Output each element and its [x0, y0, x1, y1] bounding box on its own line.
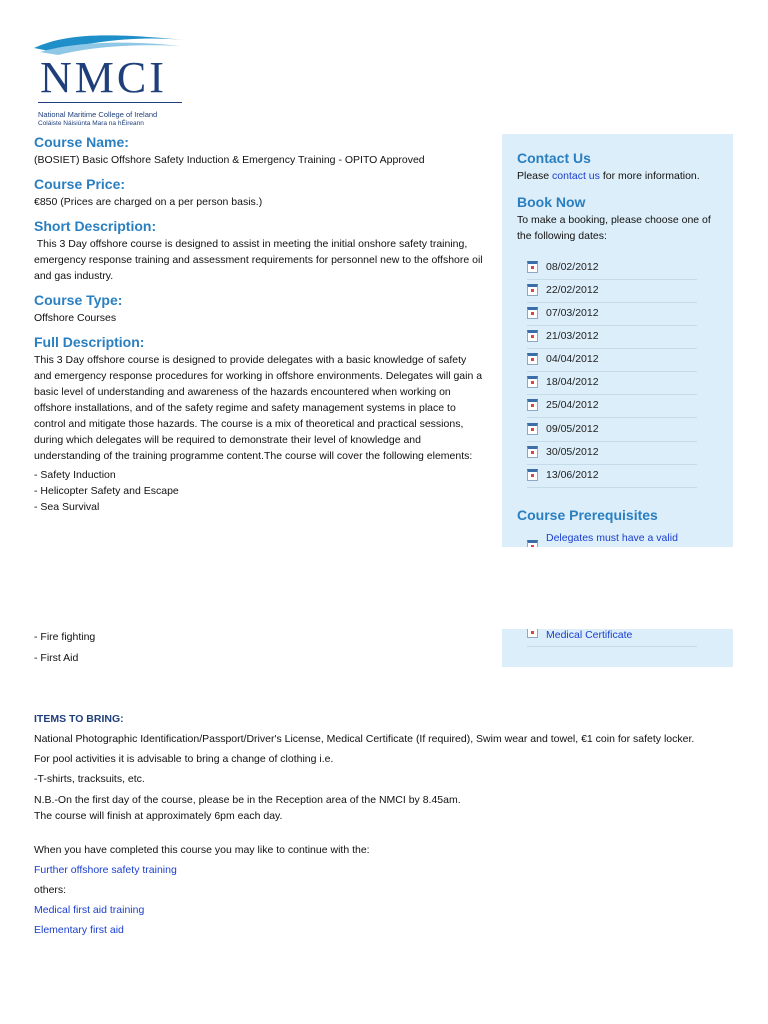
calendar-icon: [527, 307, 538, 319]
booking-date-label: 18/04/2012: [546, 376, 599, 388]
calendar-icon: [527, 540, 538, 547]
logo-wordmark: NMCI: [40, 53, 167, 102]
course-element: - Sea Survival: [34, 501, 100, 513]
book-now-heading: Book Now: [517, 194, 586, 210]
booking-date[interactable]: [527, 441, 697, 465]
prerequisites-heading: Course Prerequisites: [517, 507, 658, 523]
logo-subtitle-en: National Maritime College of Ireland: [38, 110, 158, 119]
booking-date-label: 30/05/2012: [546, 446, 599, 458]
booking-date-label: 13/06/2012: [546, 469, 599, 481]
short-description-heading: Short Description:: [34, 218, 157, 234]
sidebar-panel: [502, 134, 733, 547]
prerequisite-link[interactable]: Medical Certificate: [546, 629, 633, 641]
booking-date[interactable]: [527, 302, 697, 326]
course-details: [34, 132, 496, 515]
arrival-note: N.B.-On the first day of the course, please be in the Reception area of the NMCI by 8.45am.: [34, 794, 461, 806]
elementary-first-aid-link[interactable]: Elementary first aid: [34, 924, 124, 936]
pool-advice-text: For pool activities it is advisable to bring a change of clothing i.e.: [34, 753, 334, 765]
booking-date-label: 07/03/2012: [546, 307, 599, 319]
booking-date[interactable]: [527, 348, 697, 372]
course-element: - Fire fighting: [34, 631, 96, 643]
full-description-line: control and mitigate those hazards. The course is a mix of theoretical and practical sessions,: [34, 418, 464, 430]
nmci-logo: [34, 30, 186, 130]
items-to-bring-text: National Photographic Identification/Passport/Driver's License, Medical Certificate (If required), Swim wear and towel, €1 coin for safety locker.: [34, 733, 695, 745]
full-description-line: This 3 Day offshore course is designed to provide delegates with a basic knowledge of safety: [34, 354, 467, 366]
full-description-line: during which delegates will be required to demonstrate their level of knowledge and: [34, 434, 421, 446]
booking-date-label: 08/02/2012: [546, 261, 599, 273]
course-price-heading: Course Price:: [34, 176, 126, 192]
calendar-icon: [527, 446, 538, 458]
contact-text: [517, 168, 727, 184]
full-description-line: and emergency response procedures for working in offshore environments. Delegates will gain a: [34, 370, 483, 382]
booking-date[interactable]: [527, 325, 697, 349]
items-to-bring-title: ITEMS TO BRING:: [34, 713, 124, 725]
book-now-text: the following dates:: [517, 230, 607, 242]
calendar-icon: [527, 261, 538, 273]
booking-date[interactable]: [527, 394, 697, 418]
booking-date-label: 09/05/2012: [546, 423, 599, 435]
short-description-line: and gas industry.: [34, 270, 114, 282]
booking-date-label: 21/03/2012: [546, 330, 599, 342]
booking-date-label: 22/02/2012: [546, 284, 599, 296]
medical-first-aid-link[interactable]: Medical first aid training: [34, 904, 145, 916]
others-label: others:: [34, 884, 67, 896]
booking-date[interactable]: [527, 256, 697, 280]
full-description-heading: Full Description:: [34, 334, 145, 350]
sidebar-panel-continued: [502, 629, 733, 667]
contact-text-pre: Please: [517, 170, 553, 182]
booking-date[interactable]: [527, 418, 697, 442]
logo-subtitle-ga: Coláiste Náisiúnta Mara na hÉireann: [38, 120, 144, 127]
book-now-text: To make a booking, please choose one of: [517, 214, 711, 226]
contact-text-post: for more information.: [599, 170, 700, 182]
logo-divider: [38, 102, 182, 103]
booking-date[interactable]: [527, 464, 697, 488]
further-offshore-training-link[interactable]: Further offshore safety training: [34, 864, 177, 876]
course-price: €850 (Prices are charged on a per person basis.): [34, 196, 263, 208]
clothing-text: -T-shirts, tracksuits, etc.: [34, 773, 145, 785]
prerequisite-item[interactable]: [527, 531, 717, 547]
calendar-icon: [527, 629, 538, 638]
calendar-icon: [527, 284, 538, 296]
course-name-heading: Course Name:: [34, 134, 129, 150]
course-element: - First Aid: [34, 652, 79, 664]
calendar-icon: [527, 423, 538, 435]
booking-date[interactable]: [527, 279, 697, 303]
course-type: Offshore Courses: [34, 312, 117, 324]
calendar-icon: [527, 469, 538, 481]
continue-text: When you have completed this course you may like to continue with the:: [34, 844, 370, 856]
prerequisite-link[interactable]: Delegates must have a valid: [546, 532, 678, 544]
course-name: (BOSIET) Basic Offshore Safety Induction & Emergency Training - OPITO Approved: [34, 154, 425, 166]
calendar-icon: [527, 353, 538, 365]
prerequisite-item[interactable]: [527, 629, 697, 647]
booking-date[interactable]: [527, 371, 697, 395]
course-element: - Safety Induction: [34, 469, 116, 481]
full-description-line: understanding of the training programme content.The course will cover the following elements:: [34, 450, 473, 462]
calendar-icon: [527, 330, 538, 342]
full-description-line: basic level of understanding and awareness of the hazards encountered when working on: [34, 386, 451, 398]
contact-heading: Contact Us: [517, 150, 591, 166]
calendar-icon: [527, 376, 538, 388]
items-to-bring-section: [34, 711, 754, 938]
calendar-icon: [527, 399, 538, 411]
finish-time-note: The course will finish at approximately 6pm each day.: [34, 810, 283, 822]
full-description-line: offshore installations, and of the safety regime and safety management systems in place to: [34, 402, 456, 414]
course-type-heading: Course Type:: [34, 292, 123, 308]
contact-us-link[interactable]: contact us: [552, 170, 600, 182]
booking-date-label: 25/04/2012: [546, 399, 599, 411]
short-description-line: This 3 Day offshore course is designed to assist in meeting the initial onshore safety training,: [34, 238, 468, 250]
booking-date-label: 04/04/2012: [546, 353, 599, 365]
course-element: - Helicopter Safety and Escape: [34, 485, 179, 497]
short-description-line: emergency response training and assessment requirements for personnel new to the offshore oil: [34, 254, 483, 266]
